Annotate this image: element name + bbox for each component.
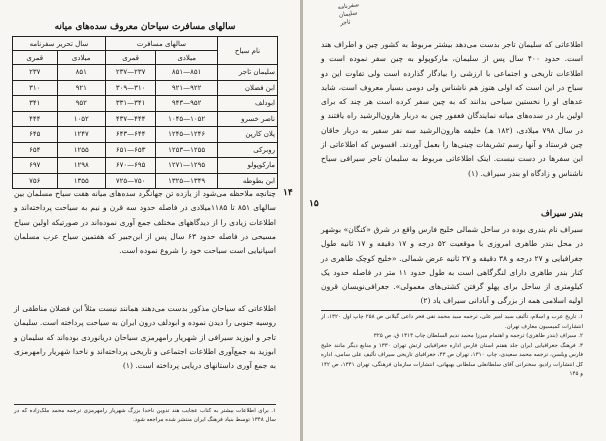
cell-write-miladi: ۹۵۲ (57, 96, 105, 112)
cell-write-miladi: ۱۲۵۵ (57, 142, 105, 158)
cell-travel-miladi: ۹۵۲—۹۴۳ (156, 96, 218, 112)
sub-col-travel-miladi: میلادی (156, 51, 218, 65)
left-page (0, 0, 300, 441)
cell-travel-qamari: ۶۴۴—۶۴۳ (105, 127, 156, 143)
cell-write-miladi: ۸۵۱ (57, 65, 105, 81)
left-paragraph-2-text: اطلاعاتی که سیاحان مذکور بدست می‌دهند همانند نیست مثلاً ابن فضلان مناطقی از روسیه جنوبی را دیدن نموده و ابودلف درون ایران به سیاحت پرداخته است. سلیمان تاجر و ابوزید سیرافی از شهریار رامهرمزی سیاحان دریانوردی بوده‌اند که سلیمان و ابوزید به جمع‌آوری اطلاعات اجتماعی و تاریخی پرداخته‌اند و ناخدا شهریار رامهرمزی به جمع آوری داستانهای دریایی پرداخته است. (14, 304, 276, 371)
cell-travel-miladi: ۹۲۲—۹۲۱ (156, 80, 218, 96)
page-number-right: ۱۵ (309, 199, 319, 209)
footnote-marker: (۱) (122, 361, 133, 371)
table-row (13, 80, 278, 96)
stamp-line-1: سفرنامه (337, 1, 360, 11)
cell-name: مارکوپولو (217, 158, 277, 174)
cell-write-miladi: ۱۲۹۸ (57, 158, 105, 174)
cell-name: ابن فضلان (217, 80, 277, 96)
table-row (13, 142, 278, 158)
cell-travel-qamari: ۶۵۳—۶۵۱ (105, 142, 156, 158)
right-paragraph-1 (321, 38, 583, 181)
cell-travel-miladi: ۸۵۱—۸۵۱ (156, 65, 218, 81)
cell-write-qamari: ۴۴۴ (13, 111, 58, 127)
cell-travel-qamari: ۲۳۷—۲۳۷ (105, 65, 156, 81)
cell-write-qamari: ۳۱۰ (13, 80, 58, 96)
cell-travel-miladi: ۱۰۵۲—۱۰۴۵ (156, 111, 218, 127)
footnote-1: ۱. تاریخ عرب و اسلام، تألیف سید امیر علی، ترجمه سید محمد تقی فخر داعی گیلانی ص ۲۵۸ چاپ اول ۱۳۲۰، از انتشارات کمیسیون معارف تهران. (321, 314, 583, 330)
cell-name: سلیمان تاجر (217, 65, 277, 81)
cell-name: ناصر خسرو (217, 111, 277, 127)
sub-col-write-miladi: میلادی (57, 51, 105, 65)
cell-travel-miladi: ۱۳۴۹—۱۳۲۵ (156, 173, 218, 189)
section-heading: بندر سیراف (540, 209, 583, 219)
sub-col-travel-qamari: قمری (105, 51, 156, 65)
cell-name: ابن بطوطه (217, 173, 277, 189)
table-row (13, 158, 278, 174)
col-traveler-name: نام سیاح (217, 37, 277, 65)
left-paragraph-2 (14, 302, 276, 373)
left-paragraph-1: چنانچه ملاحظه می‌شود از یازده تن جهانگرد سده‌های میانه هفت سیاح مسلمان بین سالهای ۸۵۱ تا ۱۱۸۵میلادی در فاصله حدود سه قرن و نیم به سیاحت پرداخته‌اند و اطلاعات زیادی را از دیدگاههای مختلف جمع آوری نموده‌اند در صورتیکه اولین سیاح مسیحی در فاصله حدود ۶۳ سال پس از ابن‌جبیر که هفتمین سیاح عرب مسلمان اسپانیایی است سیاحت خود را شروع نموده است. (14, 189, 276, 256)
stamp-line-2: سلیمان (338, 9, 358, 19)
cell-write-miladi: ۱۰۵۲ (57, 111, 105, 127)
right-paragraph-1-text: اطلاعاتی که سلیمان تاجر بدست می‌دهد بیشتر مربوط به کشور چین و اطراف هند است. حدود ۴۰۰ سال پس از سلیمان، مارکوپولو به چین سفر نموده است و اطلاعات تاریخی و اجتماعی با ارزشی را بیادگار گذارده است ولی تفاوت این دو سیاح در این است که اولی هنوز هم ناشناس ولی دومی بسیار معروف است، شاید عدهای او را نخستین سیاحی بدانند که به چین سفر کرده است هر چند که برای اولین بار در سده‌های میانه نمایندگان فغفور چین به دربار هارون‌الرشید راه یافتند و در سال ۷۹۸ میلادی، (۱۸۲ هـ) خلیفه هارون‌الرشید سه نفر سفیر به دربار خاقان چین فرستاد و آنها رسم تشریفات چینی‌ها را بعمل آوردند. افسوس که اطلاعاتی از این سفرها در دست نیست. اینک اطلاعاتی مربوط به سلیمان تاجر سیرافی سیاح ناشناس و زادگاه او بندر سیراف. (321, 40, 583, 178)
cell-travel-miladi: ۱۲۵۵—۱۲۵۳ (156, 142, 218, 158)
col-group-writing-year: سال تحریر سفرنامه (13, 37, 106, 51)
cell-name: پلان کارپن (217, 127, 277, 143)
footnote-marker: (۱) (468, 168, 479, 178)
cell-write-qamari: ۳۴۱ (13, 96, 58, 112)
table-row (13, 96, 278, 112)
footnote-2: ۲. سیراف (بندر طاهری) ترجمه و اهتمام میرزا محمد ندیم السلطان چاپ ۱۳۱۴ ق، ص ۳۲۵ (373, 333, 583, 339)
cell-travel-qamari: ۳۴۱—۳۳۱ (105, 96, 156, 112)
cell-write-qamari: ۶۵۴ (13, 142, 58, 158)
cell-travel-qamari: ۷۵۰—۷۲۵ (105, 173, 156, 189)
ornament-stamp-icon (305, 1, 360, 32)
cell-write-qamari: ۲۳۷ (13, 65, 58, 81)
right-footnotes (321, 310, 583, 380)
sub-col-write-qamari: قمری (13, 51, 58, 65)
left-footnote: ۱. برای اطلاعات بیشتر به کتاب عجایب هند تدوین ناخدا بزرگ شهریار رامهرمزی ترجمه محمد ملک‌زاده که در سال ۱۳۴۸ توسط بنیاد فرهنگ ایران منتشر شده مراجعه شود. (14, 404, 276, 425)
page-number-left: ۱۴ (283, 188, 293, 198)
table-row (13, 65, 278, 81)
right-paragraph-2-text: سیراف نام بندری بوده در ساحل شمالی خلیج فارس واقع در شرق «کنگان» بوشهر در محل بندر طاهری امروزی با موقعیت ۵۲ درجه و ۱۷ دقیقه و ۱۷ ثانیه طول جغرافیایی و ۲۷ درجه و ۳۸ دقیقه و ۲۷ ثانیه عرض شمالی. «خلیج کوچک طاهری در کنار بندر طاهری دارای لنگرگاهی است به طول حدود ۱۱ متر در فاصله حدود یک کیلومتری از ساحل برای پهلو گرفتن کشتی‌های معمولی». جغرافی‌نویسان قرون اولیه اسلامی همه از بزرگی و آبادانی سیراف یاد (321, 225, 583, 306)
col-group-travel-years: سالهای مسافرت (105, 37, 217, 51)
cell-write-qamari: ۶۴۵ (13, 127, 58, 143)
table-row (13, 127, 278, 143)
cell-travel-miladi: ۱۲۴۶—۱۲۴۵ (156, 127, 218, 143)
cell-name: ابودلف (217, 96, 277, 112)
cell-write-miladi: ۱۳۵۵ (57, 173, 105, 189)
cell-write-qamari: ۷۵۶ (13, 173, 58, 189)
cell-travel-miladi: ۱۲۹۵—۱۲۷۱ (156, 158, 218, 174)
cell-write-qamari: ۶۹۷ (13, 158, 58, 174)
footnote-3: ۳. فرهنگ جغرافیایی ایران جلد هفتم استان فارس اداره جغرافیایی ارتش تهران ۱۳۳۰ و منابع دیگر مانند خلیج فارس ویلسن، ترجمه محمد سعیدی، چاپ ۱۳۱۰، تهران ص ۴۳، جغرافیای تاریخی سیراف تألیف علی سامی، اداره کل انتشارات رادیو، سخنرانی آقای سلطانعلی سلطانی بهبهانی، انتشارات سازمان فرهنگی، تهران ۱۳۴۱، ص ۱۴۲ و ۱۴۵ (321, 342, 584, 377)
right-paragraph-2 (321, 223, 583, 309)
cell-write-miladi: ۱۲۴۷ (57, 127, 105, 143)
travelers-table (12, 36, 278, 189)
cell-travel-qamari: ۴۴۴—۴۳۷ (105, 111, 156, 127)
cell-travel-qamari: ۶۹۵—۶۷۰ (105, 158, 156, 174)
cell-write-miladi: ۹۲۱ (57, 80, 105, 96)
cell-name: روبرکی (217, 142, 277, 158)
table-title: سالهای مسافرت سیاحان معروف سده‌های میانه (54, 22, 236, 32)
stamp-line-3: تاجر (339, 18, 351, 27)
right-page (303, 0, 606, 441)
cell-travel-qamari: ۳۱۰—۳۰۹ (105, 80, 156, 96)
table-row (13, 111, 278, 127)
footnote-marker: (۲) (420, 296, 431, 306)
